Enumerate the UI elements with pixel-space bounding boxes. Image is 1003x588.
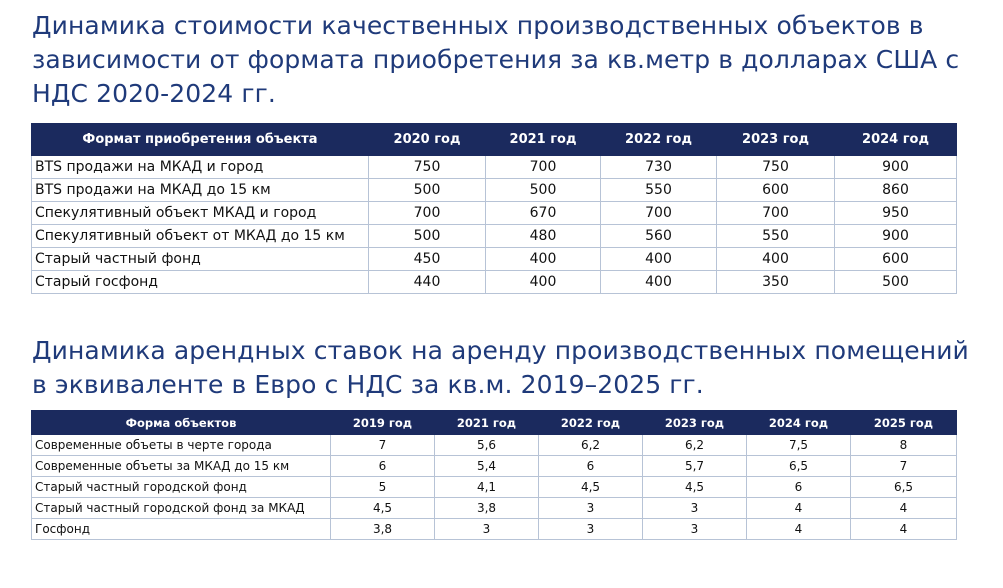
value-cell: 6,2 — [539, 435, 643, 456]
value-cell: 440 — [369, 271, 486, 294]
value-cell: 7 — [331, 435, 435, 456]
section-title: Динамика арендных ставок на аренду производственных помещений в эквиваленте в Евро с НДС за кв.м. 2019–2025 гг. — [32, 336, 969, 399]
value-cell: 3 — [643, 498, 747, 519]
row-label: Современные объеты в черте города — [32, 435, 331, 456]
value-cell: 6 — [331, 456, 435, 477]
value-cell: 500 — [835, 271, 957, 294]
value-cell: 5,6 — [435, 435, 539, 456]
value-cell: 6,5 — [851, 477, 957, 498]
rent-rate-table — [31, 410, 957, 540]
column-header-year: 2021 год — [486, 124, 601, 156]
value-cell: 400 — [601, 248, 717, 271]
column-header-year: 2021 год — [435, 411, 539, 435]
value-cell: 5,7 — [643, 456, 747, 477]
value-cell: 5 — [331, 477, 435, 498]
table-row — [32, 477, 957, 498]
value-cell: 4,5 — [331, 498, 435, 519]
column-header-year: 2022 год — [539, 411, 643, 435]
table-row — [32, 456, 957, 477]
column-header-year: 2025 год — [851, 411, 957, 435]
value-cell: 5,4 — [435, 456, 539, 477]
value-cell: 900 — [835, 156, 957, 179]
value-cell: 400 — [486, 248, 601, 271]
column-header-year: 2024 год — [835, 124, 957, 156]
row-label: Госфонд — [32, 519, 331, 540]
value-cell: 4 — [747, 498, 851, 519]
value-cell: 500 — [486, 179, 601, 202]
table-row — [32, 156, 957, 179]
value-cell: 670 — [486, 202, 601, 225]
value-cell: 730 — [601, 156, 717, 179]
value-cell: 8 — [851, 435, 957, 456]
value-cell: 4,5 — [643, 477, 747, 498]
column-header-year: 2019 год — [331, 411, 435, 435]
value-cell: 700 — [369, 202, 486, 225]
value-cell: 400 — [486, 271, 601, 294]
table-row — [32, 202, 957, 225]
table-row — [32, 498, 957, 519]
value-cell: 560 — [601, 225, 717, 248]
value-cell: 400 — [601, 271, 717, 294]
table-row — [32, 248, 957, 271]
value-cell: 6 — [747, 477, 851, 498]
value-cell: 950 — [835, 202, 957, 225]
value-cell: 500 — [369, 179, 486, 202]
column-header-year: 2022 год — [601, 124, 717, 156]
value-cell: 3,8 — [331, 519, 435, 540]
value-cell: 900 — [835, 225, 957, 248]
row-label: Старый частный городской фонд за МКАД — [32, 498, 331, 519]
table-row — [32, 435, 957, 456]
column-header-year: 2023 год — [717, 124, 835, 156]
value-cell: 3 — [435, 519, 539, 540]
value-cell: 4,1 — [435, 477, 539, 498]
value-cell: 6 — [539, 456, 643, 477]
row-label: Спекулятивный объект от МКАД до 15 км — [32, 225, 369, 248]
value-cell: 4 — [851, 498, 957, 519]
value-cell: 3,8 — [435, 498, 539, 519]
value-cell: 700 — [601, 202, 717, 225]
value-cell: 860 — [835, 179, 957, 202]
table-row — [32, 271, 957, 294]
table-row — [32, 519, 957, 540]
value-cell: 500 — [369, 225, 486, 248]
value-cell: 6,2 — [643, 435, 747, 456]
value-cell: 600 — [835, 248, 957, 271]
value-cell: 700 — [717, 202, 835, 225]
row-label: BTS продажи на МКАД и город — [32, 156, 369, 179]
value-cell: 6,5 — [747, 456, 851, 477]
page-title: Динамика стоимости качественных производственных объектов в зависимости от формата приобретения за кв.метр в долларах США с НДС 2020-2024 гг. — [32, 11, 960, 108]
column-header-label: Форма объектов — [32, 411, 331, 435]
table-header — [32, 124, 957, 156]
value-cell: 4 — [851, 519, 957, 540]
value-cell: 400 — [717, 248, 835, 271]
value-cell: 750 — [717, 156, 835, 179]
value-cell: 550 — [601, 179, 717, 202]
value-cell: 3 — [539, 519, 643, 540]
value-cell: 750 — [369, 156, 486, 179]
value-cell: 450 — [369, 248, 486, 271]
value-cell: 4,5 — [539, 477, 643, 498]
value-cell: 700 — [486, 156, 601, 179]
value-cell: 4 — [747, 519, 851, 540]
value-cell: 550 — [717, 225, 835, 248]
table-row — [32, 179, 957, 202]
row-label: Современные объеты за МКАД до 15 км — [32, 456, 331, 477]
value-cell: 480 — [486, 225, 601, 248]
table-row — [32, 225, 957, 248]
table-header — [32, 411, 957, 435]
value-cell: 3 — [643, 519, 747, 540]
purchase-price-table — [31, 123, 957, 294]
row-label: Старый частный фонд — [32, 248, 369, 271]
value-cell: 7 — [851, 456, 957, 477]
value-cell: 3 — [539, 498, 643, 519]
row-label: BTS продажи на МКАД до 15 км — [32, 179, 369, 202]
row-label: Старый госфонд — [32, 271, 369, 294]
value-cell: 350 — [717, 271, 835, 294]
row-label: Старый частный городской фонд — [32, 477, 331, 498]
value-cell: 600 — [717, 179, 835, 202]
column-header-year: 2023 год — [643, 411, 747, 435]
row-label: Спекулятивный объект МКАД и город — [32, 202, 369, 225]
column-header-label: Формат приобретения объекта — [32, 124, 369, 156]
value-cell: 7,5 — [747, 435, 851, 456]
column-header-year: 2020 год — [369, 124, 486, 156]
column-header-year: 2024 год — [747, 411, 851, 435]
